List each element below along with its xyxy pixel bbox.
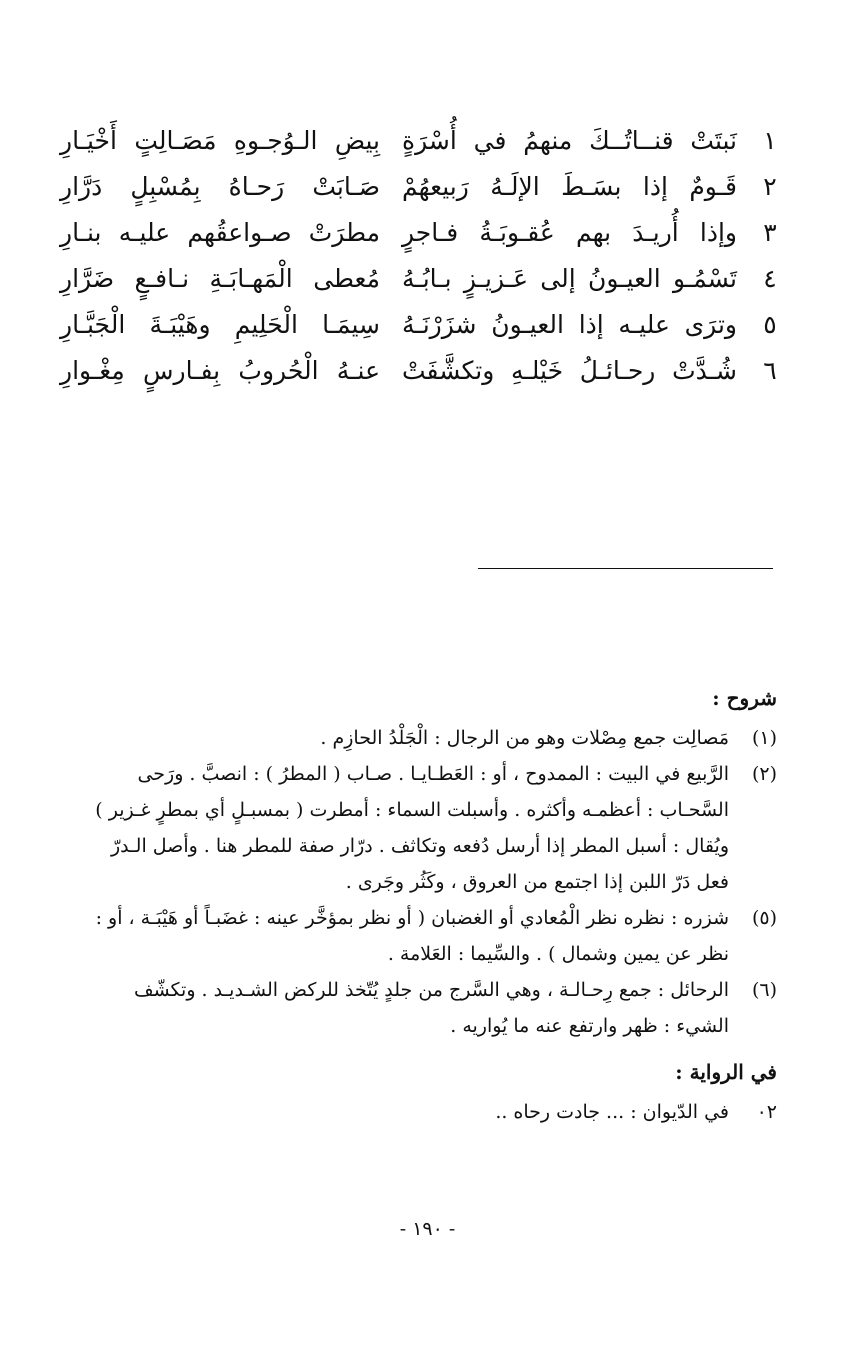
notes-heading: شروح : (712, 686, 777, 710)
variant-number: ٠٢ (756, 1101, 777, 1123)
verse-first-hemistich: شُـدَّتْ رحـائـلُ خَيْلـهِ وتكشَّفَتْ (402, 356, 737, 385)
note (70, 720, 777, 756)
verse (60, 348, 785, 394)
verse (60, 302, 785, 348)
note-line: السَّحـاب : أعظمـه وأكثره . وأسبلت السماء : أمطرت ( بمسبـلٍ أي بمطرٍ غـزير ) (95, 799, 729, 821)
variant-text: في الدّيوان : ... جادت رحاه .. (495, 1101, 729, 1123)
note (70, 756, 777, 900)
verse-number: ١ (763, 126, 777, 155)
note-number: (٥) (751, 907, 777, 929)
note-number: (٦) (751, 979, 777, 1001)
note-line: مَصالِت جمع مِصْلات وهو من الرجال : الْجَلْدُ الحازِم . (320, 727, 729, 749)
verse-first-hemistich: وإذا أُريـدَ بهم عُقـوبَـةُ فـاجرٍ (402, 218, 737, 247)
note (70, 972, 777, 1044)
note-text (70, 720, 729, 756)
note-text (70, 972, 729, 1044)
note-line: فعل دَرّ اللبن إذا اجتمع من العروق ، وكَثُر وجَرى . (345, 871, 729, 893)
verse-second-hemistich: عنـهُ الْحُروبُ بِفـارسٍ مِغْـوارِ (60, 356, 380, 385)
verse-second-hemistich: بِيضِ الـوُجـوهِ مَصَـالِتٍ أَخْيَـارِ (60, 126, 380, 155)
note-line: الرحائل : جمع رِحـالـة ، وهي السَّرج من جلدٍ يُتّخذ للركض الشـديـد . وتكشّف (133, 979, 729, 1001)
note-number: (١) (751, 727, 777, 749)
note (70, 900, 777, 972)
poem (60, 118, 785, 394)
verse-first-hemistich: تَسْمُـو العيـونُ إلى عَـزيـزٍ بـابُـهُ (402, 264, 737, 293)
verse-second-hemistich: مطرَتْ صـواعقُهم عليـه بنـارِ (60, 218, 380, 247)
verse (60, 256, 785, 302)
verse-number: ٣ (763, 218, 777, 247)
note-line: الشيء : ظهر وارتفع عنه ما يُواريه . (450, 1015, 729, 1037)
verse (60, 210, 785, 256)
verse-second-hemistich: صَـابَتْ رَحـاهُ بِمُسْبِلٍ دَرَّارِ (60, 172, 380, 201)
commentary-section (70, 680, 777, 1130)
variants-heading: في الرواية : (675, 1060, 777, 1084)
note-number: (٢) (751, 763, 777, 785)
verse-second-hemistich: سِيمَـا الْحَلِيمِ وهَيْبَـةَ الْجَبَّـارِ (60, 310, 380, 339)
verse-number: ٢ (763, 172, 777, 201)
variant-note (70, 1094, 777, 1130)
page-number: - ١٩٠ - (399, 1218, 456, 1240)
verse-second-hemistich: مُعطى الْمَهـابَـةِ نـافـعٍ ضَرَّارِ (60, 264, 380, 293)
note-text (70, 900, 729, 972)
verse-number: ٤ (763, 264, 777, 293)
note-line: ويُقال : أسبل المطر إذا أرسل دُفعه وتكاثف . درّار صفة للمطر هنا . وأصل الـدرّ (110, 835, 729, 857)
note-line: نظر عن يمين وشمال ) . والسِّيما : العَلامة . (387, 943, 729, 965)
verse-number: ٦ (763, 356, 777, 385)
verse (60, 118, 785, 164)
verse-number: ٥ (763, 310, 777, 339)
note-text (70, 756, 729, 900)
note-line: شزره : نظره نظر الْمُعادي أو الغضبان ( أو نظر بمؤخَّر عينه : غضَبـاً أو هَيْبَـة ، أو : (95, 907, 729, 929)
footnote-divider (478, 568, 773, 569)
verse (60, 164, 785, 210)
verse-first-hemistich: نَبتَتْ قنــاتُــكَ منهمُ في أُسْرَةٍ (402, 126, 737, 155)
note-line: الرَّبيع في البيت : الممدوح ، أو : العَطـايـا . صـاب ( المطرُ ) : انصبَّ . ورَحى (137, 763, 729, 785)
verse-first-hemistich: وترَى عليـه إذا العيـونُ شزَرْنَـهُ (402, 310, 737, 339)
verse-first-hemistich: قَـومٌ إذا بسَـطَ الإلَـهُ رَبيعهُمْ (402, 172, 737, 201)
